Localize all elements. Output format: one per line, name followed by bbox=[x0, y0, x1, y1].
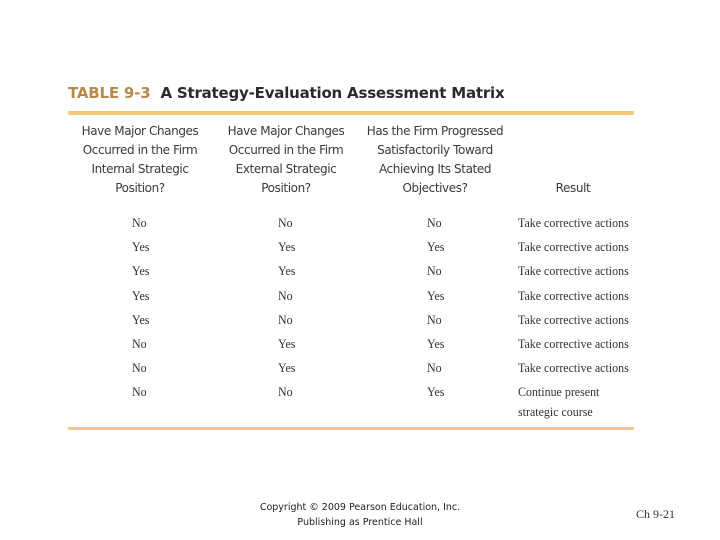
column-header-2 bbox=[216, 122, 356, 198]
column-header-line: Internal Strategic bbox=[91, 162, 189, 176]
table-top-rule bbox=[68, 111, 634, 115]
table-label: TABLE 9-3 bbox=[68, 84, 151, 102]
answer-cell: Yes bbox=[278, 360, 296, 376]
column-header-line: Achieving Its Stated bbox=[378, 162, 492, 176]
column-header-line: Have Major Changes bbox=[81, 124, 199, 138]
answer-cell: No bbox=[427, 263, 442, 279]
table-title-text: A Strategy-Evaluation Assessment Matrix bbox=[160, 84, 505, 102]
answer-cell: No bbox=[132, 215, 147, 230]
copyright-line: Copyright © 2009 Pearson Education, Inc. bbox=[259, 502, 461, 513]
answer-cell: No bbox=[427, 215, 442, 230]
table-bottom-rule bbox=[68, 427, 634, 430]
column-header-3 bbox=[365, 122, 505, 198]
answer-cell: Yes bbox=[132, 263, 150, 279]
slide-number: Ch 9-21 bbox=[636, 507, 675, 521]
answer-cell: Yes bbox=[278, 239, 296, 255]
result-cell: Take corrective actions bbox=[518, 215, 629, 230]
answer-cell: No bbox=[427, 311, 442, 327]
answer-cell: Yes bbox=[427, 287, 445, 303]
answer-cell: Yes bbox=[132, 239, 150, 255]
answer-cell: Yes bbox=[427, 384, 445, 400]
answer-cell: Yes bbox=[427, 336, 445, 351]
answer-cell: Yes bbox=[278, 263, 296, 279]
result-cell: Take corrective actions bbox=[518, 336, 629, 351]
result-cell: Take corrective actions bbox=[518, 311, 629, 327]
column-header-line: Occurred in the Firm bbox=[82, 143, 198, 157]
column-header-1 bbox=[70, 122, 210, 198]
column-header-line: Result bbox=[555, 181, 591, 195]
answer-cell: No bbox=[278, 287, 293, 303]
answer-cell: No bbox=[132, 384, 147, 400]
answer-cell: Yes bbox=[132, 311, 150, 327]
answer-cell: Yes bbox=[278, 336, 296, 351]
answer-cell: No bbox=[132, 360, 147, 376]
result-cell: Continue present strategic course bbox=[518, 384, 600, 420]
answer-cell: No bbox=[427, 360, 442, 376]
table-title bbox=[68, 84, 504, 108]
column-header-line: Position? bbox=[115, 181, 165, 195]
column-header-line: Position? bbox=[261, 181, 311, 195]
answer-cell: No bbox=[278, 311, 293, 327]
column-header-result bbox=[503, 179, 643, 198]
column-header-line: External Strategic bbox=[235, 162, 337, 176]
column-header-line: Has the Firm Progressed bbox=[366, 124, 504, 138]
answer-cell: Yes bbox=[427, 239, 445, 255]
result-cell: Take corrective actions bbox=[518, 287, 629, 303]
answer-cell: Yes bbox=[132, 287, 150, 303]
answer-cell: No bbox=[278, 384, 293, 400]
column-header-line: Occurred in the Firm bbox=[228, 143, 344, 157]
answer-cell: No bbox=[278, 215, 293, 230]
column-header-line: Satisfactorily Toward bbox=[377, 143, 493, 157]
result-cell: Take corrective actions bbox=[518, 263, 629, 279]
result-cell: Take corrective actions bbox=[518, 360, 629, 376]
result-cell: Take corrective actions bbox=[518, 239, 629, 255]
column-header-line: Have Major Changes bbox=[227, 124, 345, 138]
column-header-line: Objectives? bbox=[402, 181, 468, 195]
publisher-line: Publishing as Prentice Hall bbox=[297, 517, 423, 528]
answer-cell: No bbox=[132, 336, 147, 351]
copyright-footer bbox=[250, 500, 470, 530]
